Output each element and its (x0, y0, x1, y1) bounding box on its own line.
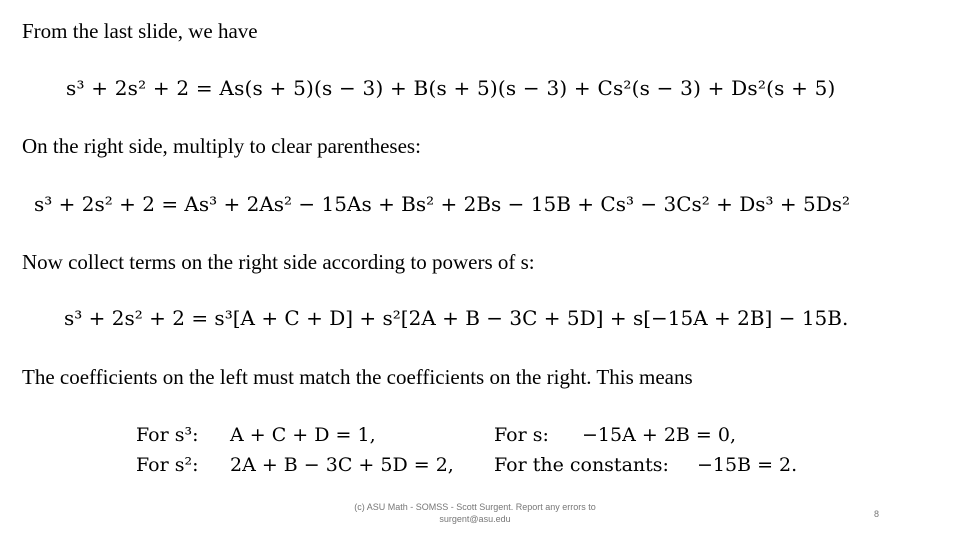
match-text: The coefficients on the left must match the coefficients on the right. This means (22, 365, 693, 389)
system-row2-right-equation: −15B = 2. (697, 454, 798, 476)
system-row2-left-label: For s²: (136, 454, 199, 476)
intro-text: From the last slide, we have (22, 19, 258, 43)
footer-line-2: surgent@asu.edu (439, 513, 511, 524)
system-row2-right-label: For the constants: (494, 454, 669, 476)
system-row2-left-equation: 2A + B − 3C + 5D = 2, (230, 454, 454, 476)
page-number: 8 (874, 509, 880, 519)
equation-original: s³ + 2s² + 2 = As(s + 5)(s − 3) + B(s + 5)(s − 3) + Cs²(s − 3) + Ds²(s + 5) (66, 76, 836, 100)
multiply-text: On the right side, multiply to clear parentheses: (22, 134, 421, 158)
system-row1-left-label: For s³: (136, 424, 199, 446)
slide-footer (320, 502, 630, 525)
system-row1-left-equation: A + C + D = 1, (230, 424, 376, 446)
system-row1-right-equation: −15A + 2B = 0, (582, 424, 736, 446)
collect-text: Now collect terms on the right side according to powers of s: (22, 250, 535, 274)
equation-expanded: s³ + 2s² + 2 = As³ + 2As² − 15As + Bs² + 2Bs − 15B + Cs³ − 3Cs² + Ds³ + 5Ds² (34, 192, 851, 216)
footer-line-1: (c) ASU Math - SOMSS - Scott Surgent. Report any errors to (354, 502, 596, 512)
equation-collected: s³ + 2s² + 2 = s³[A + C + D] + s²[2A + B − 3C + 5D] + s[−15A + 2B] − 15B. (64, 306, 849, 330)
system-row1-right-label: For s: (494, 424, 549, 446)
